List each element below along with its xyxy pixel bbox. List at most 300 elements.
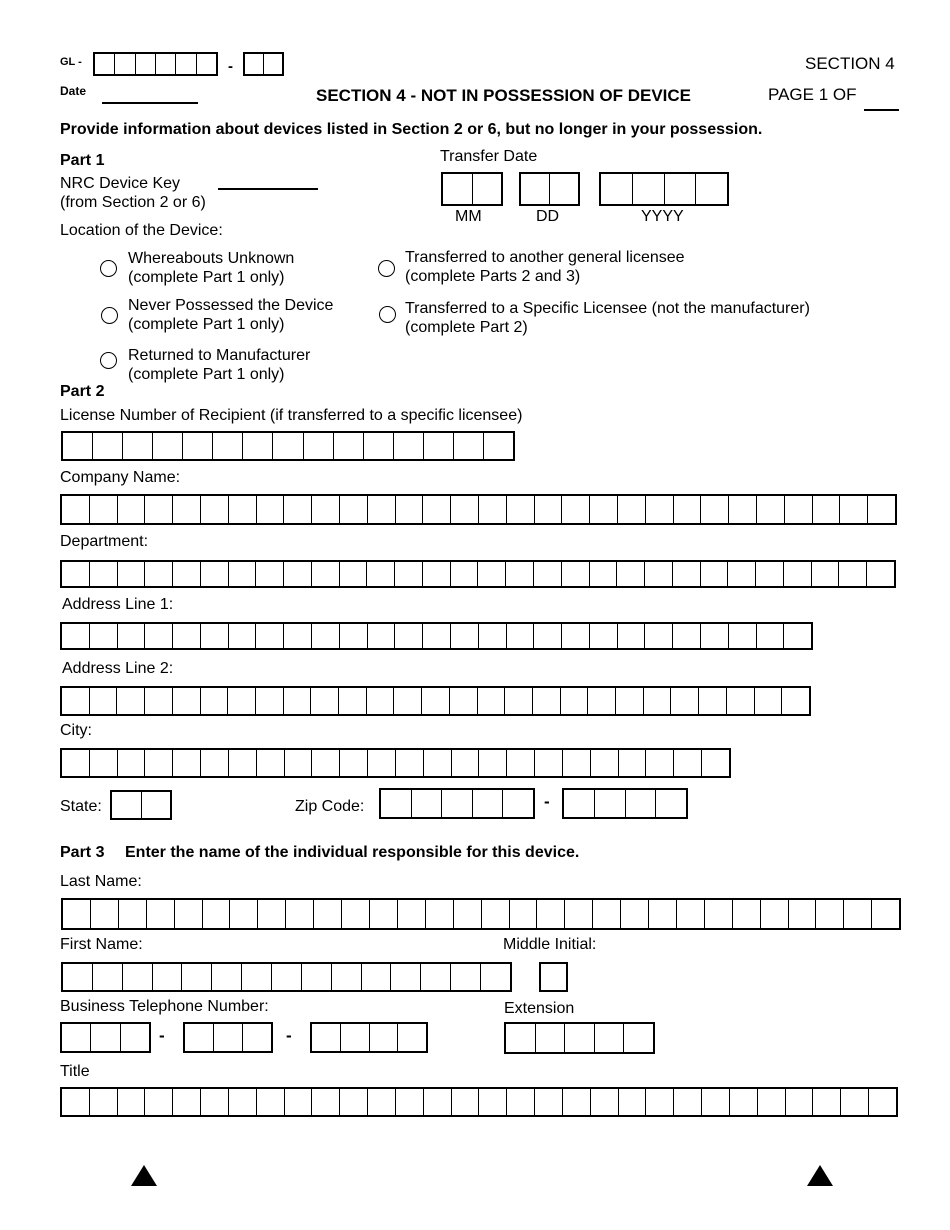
- character-cell[interactable]: [541, 964, 566, 990]
- character-cell[interactable]: [255, 562, 283, 586]
- character-cell[interactable]: [284, 1089, 312, 1115]
- character-cell[interactable]: [783, 624, 811, 648]
- character-cell[interactable]: [339, 624, 367, 648]
- phone-prefix-boxes[interactable]: [183, 1022, 273, 1053]
- city-boxes[interactable]: [60, 748, 731, 778]
- device-key-field[interactable]: [218, 188, 318, 190]
- character-cell[interactable]: [338, 688, 366, 714]
- character-cell[interactable]: [200, 496, 228, 523]
- character-cell[interactable]: [754, 688, 782, 714]
- character-cell[interactable]: [92, 433, 122, 459]
- character-cell[interactable]: [840, 1089, 868, 1115]
- character-cell[interactable]: [256, 1089, 284, 1115]
- character-cell[interactable]: [701, 1089, 729, 1115]
- phone-line-boxes[interactable]: [310, 1022, 428, 1053]
- character-cell[interactable]: [331, 964, 361, 990]
- department-boxes[interactable]: [60, 560, 896, 588]
- character-cell[interactable]: [564, 790, 594, 817]
- character-cell[interactable]: [313, 900, 341, 928]
- character-cell[interactable]: [812, 1089, 840, 1115]
- character-cell[interactable]: [811, 562, 839, 586]
- character-cell[interactable]: [63, 900, 90, 928]
- character-cell[interactable]: [90, 1024, 119, 1051]
- character-cell[interactable]: [339, 562, 367, 586]
- character-cell[interactable]: [135, 54, 155, 74]
- character-cell[interactable]: [175, 54, 195, 74]
- character-cell[interactable]: [245, 54, 263, 74]
- character-cell[interactable]: [172, 496, 200, 523]
- state-boxes[interactable]: [110, 790, 172, 820]
- character-cell[interactable]: [673, 1089, 701, 1115]
- character-cell[interactable]: [284, 750, 312, 776]
- character-cell[interactable]: [561, 496, 589, 523]
- character-cell[interactable]: [340, 1024, 369, 1051]
- character-cell[interactable]: [838, 562, 866, 586]
- character-cell[interactable]: [533, 562, 561, 586]
- transfer-year-boxes[interactable]: [599, 172, 729, 206]
- character-cell[interactable]: [181, 964, 211, 990]
- character-cell[interactable]: [397, 1024, 426, 1051]
- character-cell[interactable]: [425, 900, 453, 928]
- title-boxes[interactable]: [60, 1087, 898, 1117]
- character-cell[interactable]: [625, 790, 656, 817]
- character-cell[interactable]: [257, 900, 285, 928]
- character-cell[interactable]: [200, 624, 228, 648]
- character-cell[interactable]: [117, 750, 145, 776]
- character-cell[interactable]: [341, 900, 369, 928]
- character-cell[interactable]: [472, 790, 503, 817]
- character-cell[interactable]: [632, 174, 664, 204]
- character-cell[interactable]: [144, 624, 172, 648]
- license-number-boxes[interactable]: [61, 431, 515, 461]
- character-cell[interactable]: [535, 1024, 565, 1052]
- character-cell[interactable]: [283, 624, 311, 648]
- character-cell[interactable]: [339, 750, 367, 776]
- character-cell[interactable]: [700, 562, 728, 586]
- character-cell[interactable]: [506, 1024, 535, 1052]
- character-cell[interactable]: [784, 496, 812, 523]
- character-cell[interactable]: [506, 1089, 534, 1115]
- character-cell[interactable]: [728, 624, 756, 648]
- character-cell[interactable]: [756, 624, 784, 648]
- character-cell[interactable]: [367, 496, 395, 523]
- character-cell[interactable]: [521, 174, 549, 204]
- character-cell[interactable]: [117, 496, 145, 523]
- character-cell[interactable]: [700, 624, 728, 648]
- character-cell[interactable]: [590, 1089, 618, 1115]
- character-cell[interactable]: [333, 433, 363, 459]
- character-cell[interactable]: [480, 964, 510, 990]
- character-cell[interactable]: [367, 1089, 395, 1115]
- character-cell[interactable]: [505, 562, 533, 586]
- character-cell[interactable]: [589, 496, 617, 523]
- radio-never-possessed[interactable]: [101, 307, 118, 324]
- character-cell[interactable]: [311, 562, 339, 586]
- character-cell[interactable]: [369, 900, 397, 928]
- middle-initial-box[interactable]: [539, 962, 568, 992]
- character-cell[interactable]: [152, 433, 182, 459]
- character-cell[interactable]: [112, 792, 141, 818]
- extension-boxes[interactable]: [504, 1022, 655, 1054]
- character-cell[interactable]: [92, 964, 122, 990]
- character-cell[interactable]: [589, 624, 617, 648]
- character-cell[interactable]: [172, 1089, 200, 1115]
- character-cell[interactable]: [536, 900, 564, 928]
- character-cell[interactable]: [732, 900, 760, 928]
- character-cell[interactable]: [117, 624, 145, 648]
- character-cell[interactable]: [200, 1089, 228, 1115]
- character-cell[interactable]: [481, 900, 509, 928]
- character-cell[interactable]: [311, 624, 339, 648]
- character-cell[interactable]: [564, 900, 592, 928]
- character-cell[interactable]: [202, 900, 230, 928]
- character-cell[interactable]: [620, 900, 648, 928]
- character-cell[interactable]: [866, 562, 894, 586]
- character-cell[interactable]: [590, 750, 618, 776]
- character-cell[interactable]: [228, 1089, 256, 1115]
- character-cell[interactable]: [311, 750, 339, 776]
- page-total-field[interactable]: [864, 109, 899, 111]
- character-cell[interactable]: [89, 688, 117, 714]
- character-cell[interactable]: [116, 688, 144, 714]
- character-cell[interactable]: [655, 790, 686, 817]
- character-cell[interactable]: [423, 1089, 451, 1115]
- character-cell[interactable]: [196, 54, 216, 74]
- character-cell[interactable]: [303, 433, 333, 459]
- character-cell[interactable]: [560, 688, 588, 714]
- character-cell[interactable]: [369, 1024, 398, 1051]
- character-cell[interactable]: [441, 790, 472, 817]
- character-cell[interactable]: [478, 750, 506, 776]
- character-cell[interactable]: [227, 688, 255, 714]
- character-cell[interactable]: [144, 496, 172, 523]
- character-cell[interactable]: [255, 624, 283, 648]
- character-cell[interactable]: [366, 562, 394, 586]
- character-cell[interactable]: [90, 900, 118, 928]
- character-cell[interactable]: [618, 1089, 646, 1115]
- character-cell[interactable]: [144, 688, 172, 714]
- character-cell[interactable]: [62, 562, 89, 586]
- character-cell[interactable]: [601, 174, 632, 204]
- character-cell[interactable]: [301, 964, 331, 990]
- character-cell[interactable]: [756, 496, 784, 523]
- character-cell[interactable]: [449, 688, 477, 714]
- character-cell[interactable]: [843, 900, 871, 928]
- character-cell[interactable]: [643, 688, 671, 714]
- character-cell[interactable]: [172, 750, 200, 776]
- last-name-boxes[interactable]: [61, 898, 901, 930]
- character-cell[interactable]: [617, 624, 645, 648]
- character-cell[interactable]: [728, 496, 756, 523]
- character-cell[interactable]: [788, 900, 816, 928]
- character-cell[interactable]: [62, 1024, 90, 1051]
- character-cell[interactable]: [478, 1089, 506, 1115]
- character-cell[interactable]: [174, 900, 202, 928]
- character-cell[interactable]: [229, 900, 257, 928]
- address1-boxes[interactable]: [60, 622, 813, 650]
- address2-boxes[interactable]: [60, 686, 811, 716]
- character-cell[interactable]: [534, 496, 562, 523]
- character-cell[interactable]: [477, 562, 505, 586]
- character-cell[interactable]: [616, 562, 644, 586]
- character-cell[interactable]: [228, 624, 256, 648]
- character-cell[interactable]: [676, 900, 704, 928]
- character-cell[interactable]: [144, 562, 172, 586]
- character-cell[interactable]: [422, 562, 450, 586]
- character-cell[interactable]: [422, 496, 450, 523]
- character-cell[interactable]: [311, 1089, 339, 1115]
- character-cell[interactable]: [472, 174, 502, 204]
- character-cell[interactable]: [867, 496, 895, 523]
- character-cell[interactable]: [615, 688, 643, 714]
- character-cell[interactable]: [255, 688, 283, 714]
- character-cell[interactable]: [146, 900, 174, 928]
- character-cell[interactable]: [393, 688, 421, 714]
- character-cell[interactable]: [672, 562, 700, 586]
- character-cell[interactable]: [241, 964, 271, 990]
- character-cell[interactable]: [534, 750, 562, 776]
- character-cell[interactable]: [587, 688, 615, 714]
- transfer-day-boxes[interactable]: [519, 172, 580, 206]
- character-cell[interactable]: [367, 750, 395, 776]
- character-cell[interactable]: [695, 174, 727, 204]
- character-cell[interactable]: [701, 750, 729, 776]
- character-cell[interactable]: [395, 496, 423, 523]
- character-cell[interactable]: [283, 562, 311, 586]
- character-cell[interactable]: [672, 624, 700, 648]
- character-cell[interactable]: [89, 750, 117, 776]
- character-cell[interactable]: [283, 496, 311, 523]
- character-cell[interactable]: [757, 1089, 785, 1115]
- character-cell[interactable]: [395, 750, 423, 776]
- character-cell[interactable]: [144, 1089, 172, 1115]
- character-cell[interactable]: [144, 750, 172, 776]
- character-cell[interactable]: [561, 624, 589, 648]
- character-cell[interactable]: [783, 562, 811, 586]
- character-cell[interactable]: [704, 900, 732, 928]
- character-cell[interactable]: [562, 1089, 590, 1115]
- character-cell[interactable]: [443, 174, 472, 204]
- character-cell[interactable]: [594, 1024, 624, 1052]
- character-cell[interactable]: [726, 688, 754, 714]
- character-cell[interactable]: [394, 562, 422, 586]
- character-cell[interactable]: [228, 496, 256, 523]
- character-cell[interactable]: [89, 624, 117, 648]
- character-cell[interactable]: [533, 624, 561, 648]
- character-cell[interactable]: [421, 688, 449, 714]
- character-cell[interactable]: [422, 624, 450, 648]
- character-cell[interactable]: [397, 900, 425, 928]
- character-cell[interactable]: [618, 750, 646, 776]
- character-cell[interactable]: [366, 688, 394, 714]
- character-cell[interactable]: [411, 790, 442, 817]
- character-cell[interactable]: [781, 688, 809, 714]
- character-cell[interactable]: [755, 562, 783, 586]
- character-cell[interactable]: [644, 562, 672, 586]
- character-cell[interactable]: [815, 900, 843, 928]
- character-cell[interactable]: [617, 496, 645, 523]
- character-cell[interactable]: [285, 900, 313, 928]
- gl-suffix-boxes[interactable]: [243, 52, 284, 76]
- radio-returned-to-manufacturer[interactable]: [100, 352, 117, 369]
- character-cell[interactable]: [871, 900, 899, 928]
- character-cell[interactable]: [623, 1024, 653, 1052]
- character-cell[interactable]: [423, 750, 451, 776]
- character-cell[interactable]: [63, 964, 92, 990]
- character-cell[interactable]: [698, 688, 726, 714]
- character-cell[interactable]: [95, 54, 114, 74]
- character-cell[interactable]: [122, 433, 152, 459]
- character-cell[interactable]: [453, 433, 483, 459]
- character-cell[interactable]: [450, 964, 480, 990]
- character-cell[interactable]: [117, 562, 145, 586]
- character-cell[interactable]: [89, 562, 117, 586]
- character-cell[interactable]: [152, 964, 182, 990]
- character-cell[interactable]: [727, 562, 755, 586]
- character-cell[interactable]: [564, 1024, 594, 1052]
- character-cell[interactable]: [477, 688, 505, 714]
- character-cell[interactable]: [283, 688, 311, 714]
- radio-whereabouts-unknown[interactable]: [100, 260, 117, 277]
- character-cell[interactable]: [450, 624, 478, 648]
- character-cell[interactable]: [361, 964, 391, 990]
- character-cell[interactable]: [451, 750, 479, 776]
- character-cell[interactable]: [670, 688, 698, 714]
- character-cell[interactable]: [381, 790, 411, 817]
- character-cell[interactable]: [63, 433, 92, 459]
- character-cell[interactable]: [561, 562, 589, 586]
- character-cell[interactable]: [549, 174, 578, 204]
- character-cell[interactable]: [506, 496, 534, 523]
- character-cell[interactable]: [562, 750, 590, 776]
- character-cell[interactable]: [62, 496, 89, 523]
- character-cell[interactable]: [478, 624, 506, 648]
- character-cell[interactable]: [393, 433, 423, 459]
- character-cell[interactable]: [211, 964, 241, 990]
- character-cell[interactable]: [420, 964, 450, 990]
- character-cell[interactable]: [644, 624, 672, 648]
- character-cell[interactable]: [172, 688, 200, 714]
- character-cell[interactable]: [118, 900, 146, 928]
- character-cell[interactable]: [390, 964, 420, 990]
- character-cell[interactable]: [242, 1024, 271, 1051]
- character-cell[interactable]: [594, 790, 625, 817]
- character-cell[interactable]: [256, 750, 284, 776]
- character-cell[interactable]: [182, 433, 212, 459]
- character-cell[interactable]: [664, 174, 696, 204]
- character-cell[interactable]: [673, 496, 701, 523]
- character-cell[interactable]: [534, 1089, 562, 1115]
- character-cell[interactable]: [200, 562, 228, 586]
- character-cell[interactable]: [122, 964, 152, 990]
- character-cell[interactable]: [114, 54, 134, 74]
- character-cell[interactable]: [451, 1089, 479, 1115]
- character-cell[interactable]: [532, 688, 560, 714]
- character-cell[interactable]: [504, 688, 532, 714]
- character-cell[interactable]: [185, 1024, 213, 1051]
- character-cell[interactable]: [228, 750, 256, 776]
- character-cell[interactable]: [592, 900, 620, 928]
- character-cell[interactable]: [141, 792, 171, 818]
- character-cell[interactable]: [62, 750, 89, 776]
- character-cell[interactable]: [645, 496, 673, 523]
- character-cell[interactable]: [272, 433, 302, 459]
- character-cell[interactable]: [200, 688, 228, 714]
- zip-plus4-boxes[interactable]: [562, 788, 688, 819]
- character-cell[interactable]: [483, 433, 513, 459]
- character-cell[interactable]: [200, 750, 228, 776]
- character-cell[interactable]: [760, 900, 788, 928]
- character-cell[interactable]: [213, 1024, 242, 1051]
- character-cell[interactable]: [700, 496, 728, 523]
- character-cell[interactable]: [256, 496, 284, 523]
- character-cell[interactable]: [62, 688, 89, 714]
- character-cell[interactable]: [263, 54, 282, 74]
- radio-transferred-specific-licensee[interactable]: [379, 306, 396, 323]
- character-cell[interactable]: [648, 900, 676, 928]
- character-cell[interactable]: [89, 1089, 117, 1115]
- first-name-boxes[interactable]: [61, 962, 512, 992]
- character-cell[interactable]: [339, 1089, 367, 1115]
- character-cell[interactable]: [478, 496, 506, 523]
- character-cell[interactable]: [212, 433, 242, 459]
- company-name-boxes[interactable]: [60, 494, 897, 525]
- radio-transferred-general-licensee[interactable]: [378, 260, 395, 277]
- character-cell[interactable]: [812, 496, 840, 523]
- character-cell[interactable]: [506, 624, 534, 648]
- character-cell[interactable]: [311, 496, 339, 523]
- character-cell[interactable]: [868, 1089, 896, 1115]
- character-cell[interactable]: [785, 1089, 813, 1115]
- character-cell[interactable]: [242, 433, 272, 459]
- character-cell[interactable]: [395, 1089, 423, 1115]
- phone-area-code-boxes[interactable]: [60, 1022, 151, 1053]
- character-cell[interactable]: [502, 790, 533, 817]
- character-cell[interactable]: [312, 1024, 340, 1051]
- character-cell[interactable]: [339, 496, 367, 523]
- character-cell[interactable]: [423, 433, 453, 459]
- date-field[interactable]: [102, 102, 198, 104]
- character-cell[interactable]: [310, 688, 338, 714]
- character-cell[interactable]: [450, 562, 478, 586]
- character-cell[interactable]: [506, 750, 534, 776]
- character-cell[interactable]: [509, 900, 537, 928]
- character-cell[interactable]: [394, 624, 422, 648]
- character-cell[interactable]: [62, 1089, 89, 1115]
- character-cell[interactable]: [367, 624, 395, 648]
- character-cell[interactable]: [453, 900, 481, 928]
- character-cell[interactable]: [172, 624, 200, 648]
- gl-number-boxes[interactable]: [93, 52, 218, 76]
- character-cell[interactable]: [645, 1089, 673, 1115]
- zip-code-boxes[interactable]: [379, 788, 535, 819]
- character-cell[interactable]: [839, 496, 867, 523]
- character-cell[interactable]: [172, 562, 200, 586]
- character-cell[interactable]: [673, 750, 701, 776]
- character-cell[interactable]: [89, 496, 117, 523]
- character-cell[interactable]: [729, 1089, 757, 1115]
- character-cell[interactable]: [62, 624, 89, 648]
- character-cell[interactable]: [645, 750, 673, 776]
- transfer-month-boxes[interactable]: [441, 172, 503, 206]
- character-cell[interactable]: [155, 54, 175, 74]
- character-cell[interactable]: [450, 496, 478, 523]
- character-cell[interactable]: [117, 1089, 145, 1115]
- character-cell[interactable]: [363, 433, 393, 459]
- character-cell[interactable]: [589, 562, 617, 586]
- character-cell[interactable]: [271, 964, 301, 990]
- character-cell[interactable]: [120, 1024, 149, 1051]
